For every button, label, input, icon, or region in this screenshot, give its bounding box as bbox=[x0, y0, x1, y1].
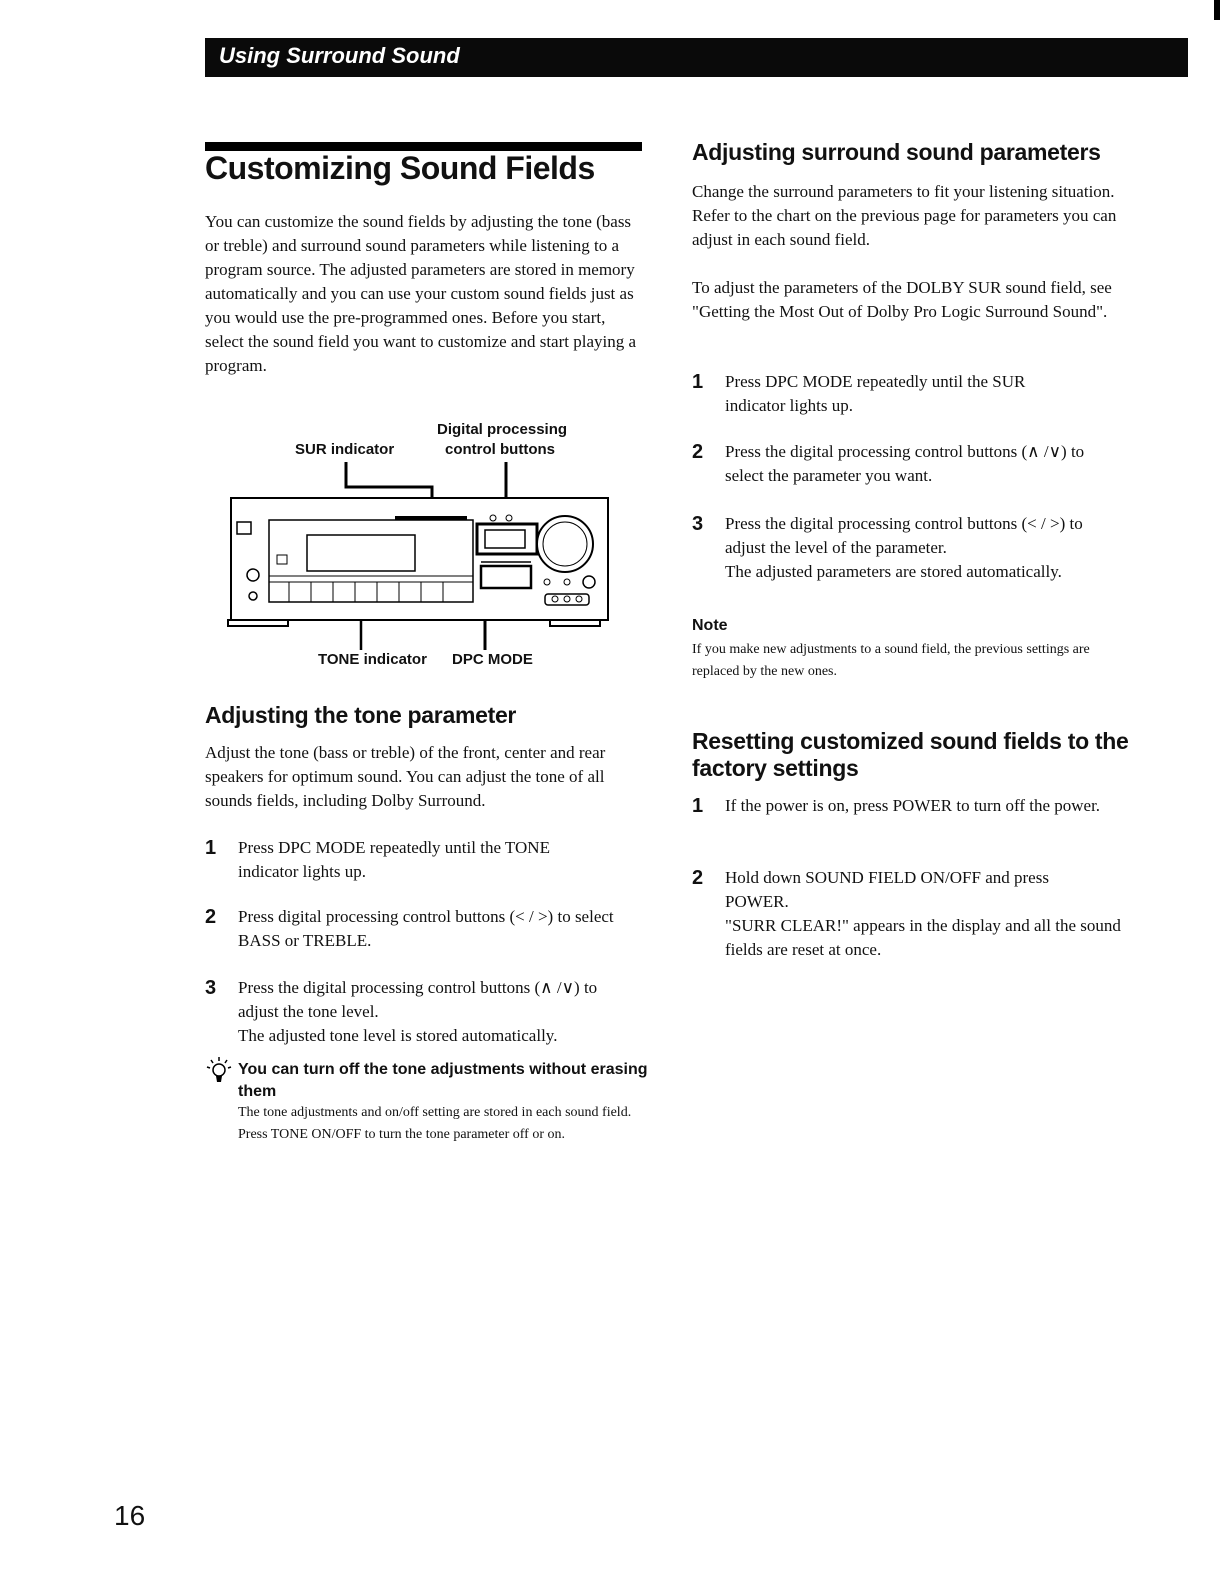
label-digital-processing-line2: control buttons bbox=[445, 441, 555, 458]
page-title: Customizing Sound Fields bbox=[205, 150, 595, 186]
step-number: 2 bbox=[692, 441, 704, 463]
reset-section-heading-line1: Resetting customized sound fields to the bbox=[692, 728, 1129, 754]
page-number: 16 bbox=[114, 1500, 146, 1531]
surround-step-1 bbox=[692, 370, 1132, 420]
tone-step-1 bbox=[205, 836, 645, 886]
step-number: 2 bbox=[692, 867, 704, 889]
note-text: If you make new adjustments to a sound field, the previous settings are replaced by the new ones. bbox=[692, 642, 1090, 679]
step-text: If the power is on, press POWER to turn off the power. bbox=[725, 796, 1101, 815]
tip-title: You can turn off the tone adjustments without erasing them bbox=[238, 1061, 648, 1100]
reset-section-heading-line2: factory settings bbox=[692, 755, 859, 781]
note-title: Note bbox=[692, 617, 728, 634]
tone-section-intro: Adjust the tone (bass or treble) of the front, center and rear speakers for optimum sound. You can adjust the tone of all sounds fields, including Dolby Surround. bbox=[205, 743, 606, 810]
step-number: 3 bbox=[205, 977, 217, 999]
label-digital-processing-line1: Digital processing bbox=[437, 421, 568, 438]
step-number: 2 bbox=[205, 906, 217, 928]
step-note: "SURR CLEAR!" appears in the display and all the sound fields are reset at once. bbox=[725, 916, 1121, 959]
step-text: Press the digital processing control buttons (< / >) to adjust the level of the parameter. bbox=[725, 514, 1083, 557]
reset-step-2 bbox=[692, 866, 1132, 966]
step-text: Hold down SOUND FIELD ON/OFF and press POWER. bbox=[725, 868, 1049, 911]
step-text: Press the digital processing control buttons (∧ /∨) to adjust the tone level. bbox=[238, 978, 598, 1021]
scan-mark bbox=[1214, 0, 1220, 20]
tip-bulb-icon bbox=[205, 1056, 233, 1086]
label-sur-indicator: SUR indicator bbox=[295, 441, 395, 458]
step-number: 1 bbox=[692, 371, 704, 393]
surround-step-2 bbox=[692, 440, 1132, 490]
step-number: 3 bbox=[692, 513, 704, 535]
tone-step-2 bbox=[205, 905, 645, 955]
step-text: Press DPC MODE repeatedly until the TONE indicator lights up. bbox=[238, 838, 550, 881]
surround-intro-2: To adjust the parameters of the DOLBY SUR sound field, see "Getting the Most Out of Dolby Pro Logic Surround Sound". bbox=[692, 278, 1112, 321]
step-text: Press digital processing control buttons (< / >) to select BASS or TREBLE. bbox=[238, 907, 614, 950]
surround-step-3 bbox=[692, 512, 1132, 587]
surround-intro-1: Change the surround parameters to fit your listening situation. Refer to the chart on the previous page for parameters you can adjust in each sound field. bbox=[692, 182, 1117, 249]
section-header-bar bbox=[205, 38, 1188, 77]
step-number: 1 bbox=[205, 837, 217, 859]
step-text: Press DPC MODE repeatedly until the SUR indicator lights up. bbox=[725, 372, 1026, 415]
step-text: Press the digital processing control buttons (∧ /∨) to select the parameter you want. bbox=[725, 442, 1085, 485]
section-header-title: Using Surround Sound bbox=[219, 43, 460, 68]
label-tone-indicator: TONE indicator bbox=[318, 651, 427, 668]
receiver-diagram bbox=[225, 462, 615, 652]
intro-paragraph: You can customize the sound fields by adjusting the tone (bass or treble) and surround sound parameters while listening to a program source. The adjusted parameters are stored in memory automatically and you can use your custom sound fields just as you would use the pre-programmed ones. Before you start, select the sound field you want to customize and start playing a program. bbox=[205, 212, 637, 375]
label-dpc-mode: DPC MODE bbox=[452, 651, 533, 668]
step-note: The adjusted tone level is stored automatically. bbox=[238, 1026, 558, 1045]
reset-step-1 bbox=[692, 794, 1132, 844]
tip-text: The tone adjustments and on/off setting are stored in each sound field. Press TONE ON/OFF to turn the tone parameter off or on. bbox=[238, 1105, 632, 1142]
tone-section-heading: Adjusting the tone parameter bbox=[205, 702, 517, 728]
step-note: The adjusted parameters are stored automatically. bbox=[725, 562, 1062, 581]
step-number: 1 bbox=[692, 795, 704, 817]
surround-section-heading: Adjusting surround sound parameters bbox=[692, 139, 1101, 165]
tone-step-3 bbox=[205, 976, 645, 1051]
